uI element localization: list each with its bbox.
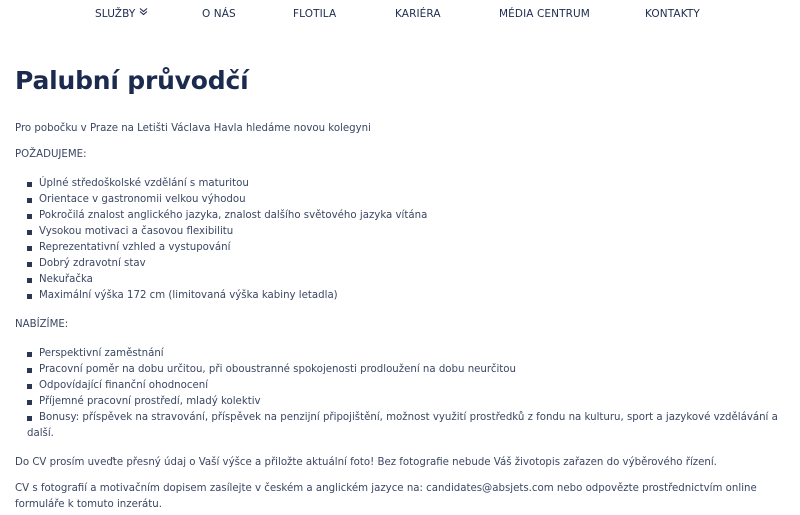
requirements-heading: POŽADUJEME: bbox=[15, 149, 87, 160]
nav-item-career[interactable] bbox=[395, 8, 441, 20]
contact-note: CV s fotografií a motivačním dopisem zasílejte v českém a anglickém jazyce na: candidates@absjets.com nebo odpovězte prostřednictvím online formuláře k tomuto inzerátu. bbox=[15, 483, 757, 510]
page-title: Palubní průvodčí bbox=[15, 66, 249, 95]
list-item: Úplné středoškolské vzdělání s maturitou bbox=[27, 176, 790, 192]
nav-item-about[interactable] bbox=[202, 8, 236, 20]
nav-item-label: KONTAKTY bbox=[645, 8, 700, 20]
list-item: Dobrý zdravotní stav bbox=[27, 256, 790, 272]
nav-item-label: SLUŽBY bbox=[95, 8, 136, 20]
list-item: Reprezentativní vzhled a vystupování bbox=[27, 240, 790, 256]
nav-item-services[interactable] bbox=[95, 8, 148, 20]
nav-item-label: KARIÉRA bbox=[395, 8, 441, 20]
list-item: Orientace v gastronomii velkou výhodou bbox=[27, 192, 790, 208]
offers-heading: NABÍZÍME: bbox=[15, 319, 69, 330]
list-item: Bonusy: příspěvek na stravování, příspěvek na penzijní připojištění, možnost využití prostředků z fondu na kulturu, sport a jazykové vzdělávání a další. bbox=[27, 410, 790, 442]
list-item: Příjemné pracovní prostředí, mladý kolektiv bbox=[27, 394, 790, 410]
list-item: Pracovní poměr na dobu určitou, při oboustranné spokojenosti prodloužení na dobu neurčitou bbox=[27, 362, 790, 378]
main-navigation bbox=[0, 0, 800, 30]
requirements-list bbox=[15, 176, 790, 304]
offers-list bbox=[15, 346, 790, 442]
intro-text: Pro pobočku v Praze na Letišti Václava Havla hledáme novou kolegyni bbox=[15, 123, 371, 134]
job-description bbox=[15, 121, 790, 513]
list-item: Vysokou motivaci a časovou flexibilitu bbox=[27, 224, 790, 240]
cv-note: Do CV prosím uveďte přesný údaj o Vaší výšce a přiložte aktuální foto! Bez fotografie nebude Váš životopis zařazen do výběrového řízení. bbox=[15, 457, 717, 468]
nav-item-media-center[interactable] bbox=[499, 8, 590, 20]
list-item: Pokročilá znalost anglického jazyka, znalost dalšího světového jazyka vítána bbox=[27, 208, 790, 224]
list-item: Maximální výška 172 cm (limitovaná výška kabiny letadla) bbox=[27, 288, 790, 304]
list-item: Odpovídající finanční ohodnocení bbox=[27, 378, 790, 394]
chevron-double-down-icon bbox=[139, 7, 148, 19]
nav-item-contacts[interactable] bbox=[645, 8, 700, 20]
list-item: Perspektivní zaměstnání bbox=[27, 346, 790, 362]
nav-item-label: FLOTILA bbox=[293, 8, 337, 20]
list-item: Nekuřačka bbox=[27, 272, 790, 288]
nav-item-fleet[interactable] bbox=[293, 8, 336, 20]
nav-item-label: O NÁS bbox=[202, 8, 236, 20]
nav-item-label: MÉDIA CENTRUM bbox=[499, 8, 590, 20]
